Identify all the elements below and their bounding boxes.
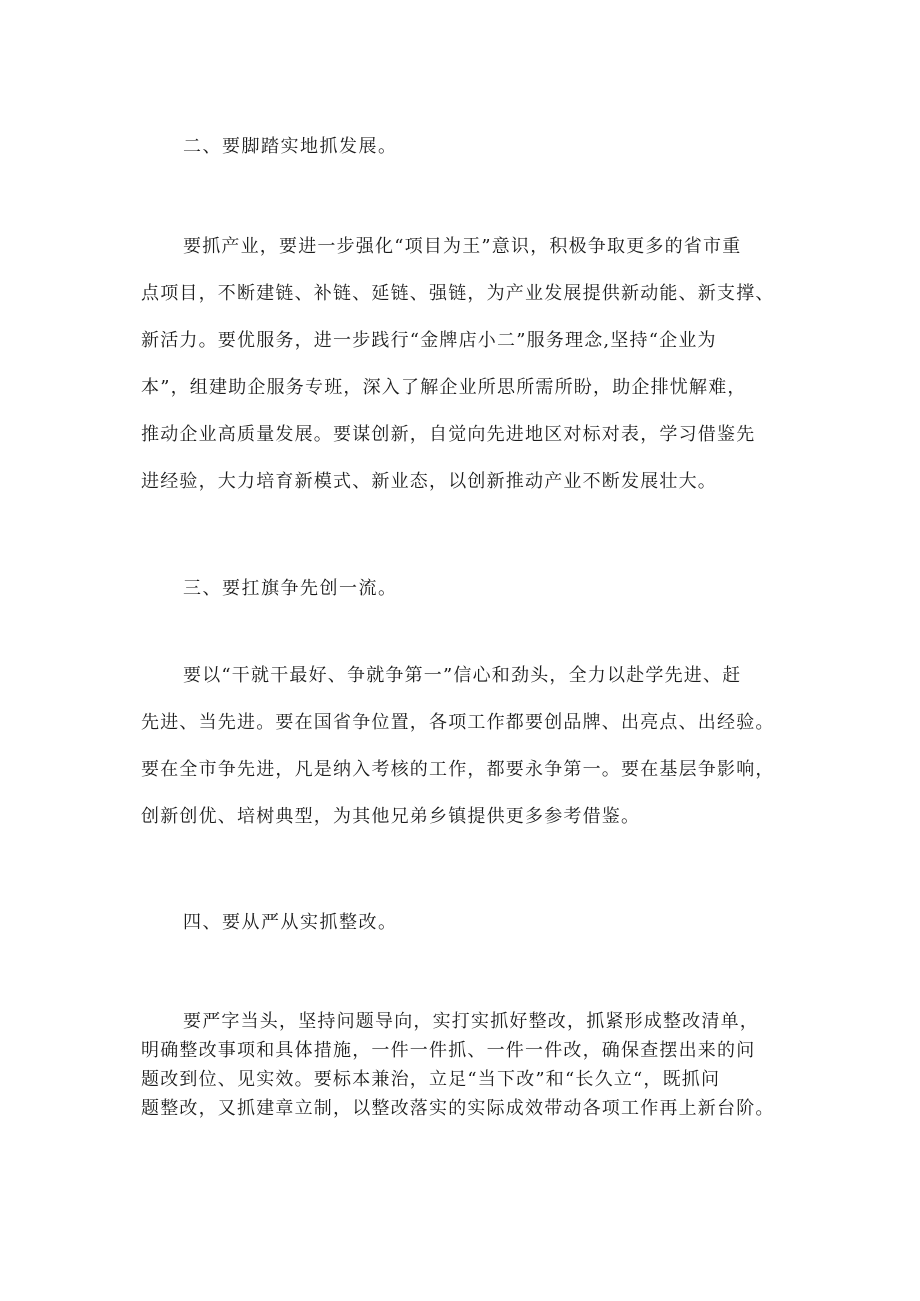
paragraph-line: 要在全市争先进，凡是纳入考核的工作，都要永争第一。要在基层争影响，	[141, 759, 775, 780]
paragraph-line: 新活力。要优服务，进一步践行“金牌店小二”服务理念,坚持“企业为	[141, 330, 717, 351]
section-paragraph-2	[141, 223, 801, 505]
paragraph-line: 点项目，不断建链、补链、延链、强链，为产业发展提供新动能、新支撑、	[141, 283, 775, 304]
paragraph-line: 题整改，又抓建章立制，以整改落实的实际成效带动各项工作再上新台阶。	[141, 1098, 775, 1119]
paragraph-line: 要以“干就干最好、争就争第一”信心和劲头，全力以赴学先进、赶	[183, 665, 742, 686]
paragraph-line: 明确整改事项和具体措施，一件一件抓、一件一件改，确保查摆出来的问	[141, 1040, 756, 1061]
paragraph-line: 要严字当头，坚持问题导向，实打实抓好整改，抓紧形成整改清单，	[183, 1011, 759, 1032]
section-heading-3: 三、要扛旗争先创一流。	[183, 578, 398, 599]
paragraph-line: 要抓产业，要进一步强化“项目为王”意识，积极争取更多的省市重	[183, 236, 742, 257]
section-heading-4: 四、要从严从实抓整改。	[183, 912, 398, 933]
paragraph-line: 先进、当先进。要在国省争位置，各项工作都要创品牌、出亮点、出经验。	[141, 712, 775, 733]
paragraph-line: 进经验，大力培育新模式、新业态，以创新推动产业不断发展壮大。	[141, 471, 717, 492]
paragraph-line: 题改到位、见实效。要标本兼治，立足“当下改”和“长久立“，既抓问	[141, 1069, 721, 1090]
paragraph-line: 创新创优、培树典型，为其他兄弟乡镇提供更多参考借鉴。	[141, 806, 641, 827]
paragraph-line: 推动企业高质量发展。要谋创新，自觉向先进地区对标对表，学习借鉴先	[141, 424, 756, 445]
section-heading-2: 二、要脚踏实地抓发展。	[183, 136, 398, 157]
section-paragraph-4	[141, 1007, 801, 1123]
section-paragraph-3	[141, 652, 801, 840]
paragraph-line: 本”，组建助企服务专班，深入了解企业所思所需所盼，助企排忧解难，	[141, 377, 747, 398]
